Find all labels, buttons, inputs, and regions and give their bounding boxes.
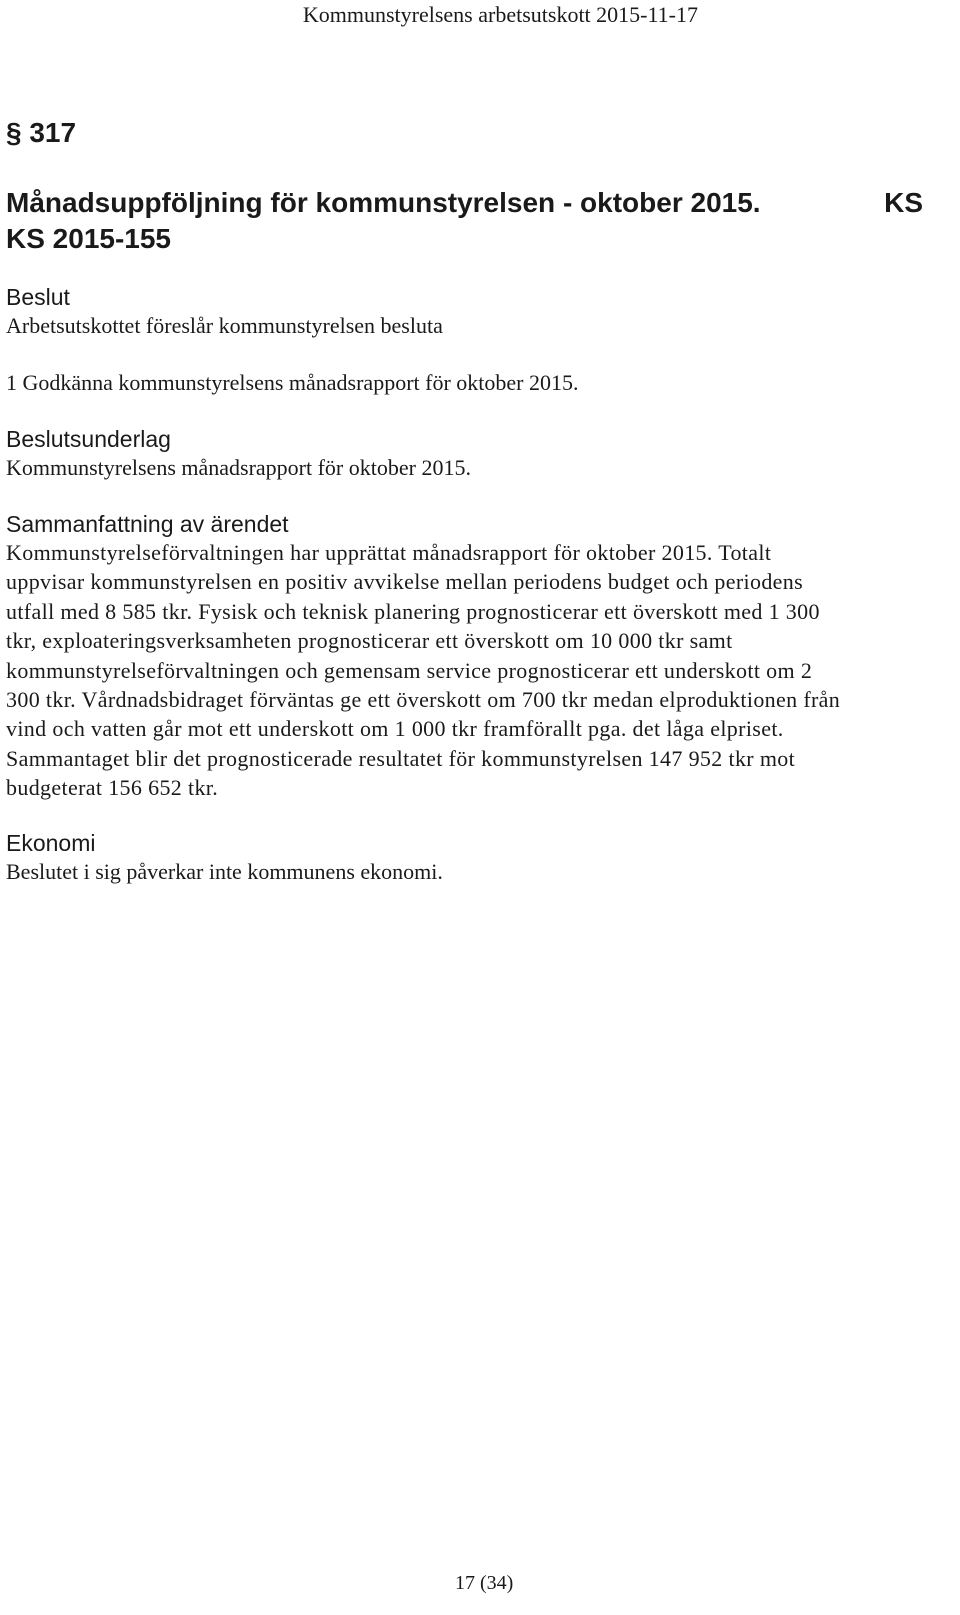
sammanfattning-heading: Sammanfattning av ärendet <box>6 511 289 537</box>
running-header: Kommunstyrelsens arbetsutskott 2015-11-17 <box>302 2 698 27</box>
ekonomi-heading: Ekonomi <box>6 830 96 856</box>
summary-line: vind och vatten går mot ett underskott om 1 000 tkr framförallt pga. det låga elpriset. <box>6 716 784 742</box>
summary-line: Kommunstyrelseförvaltningen har upprättat månadsrapport för oktober 2015. Totalt <box>6 540 772 565</box>
committee-code: KS <box>884 187 923 218</box>
summary-line: utfall med 8 585 tkr. Fysisk och teknisk planering prognosticerar ett överskott med 1 300 <box>6 598 820 624</box>
beslut-item: 1 Godkänna kommunstyrelsens månadsrapport för oktober 2015. <box>6 370 579 395</box>
beslutsunderlag-heading: Beslutsunderlag <box>6 426 171 452</box>
summary-line: budgeterat 156 652 tkr. <box>6 775 219 801</box>
item-title: Månadsuppföljning för kommunstyrelsen - oktober 2015. <box>6 187 761 218</box>
beslut-heading: Beslut <box>6 284 70 310</box>
summary-line: Sammantaget blir det prognosticerade resultatet för kommunstyrelsen 147 952 tkr mot <box>6 745 796 771</box>
ekonomi-text: Beslutet i sig påverkar inte kommunens ekonomi. <box>6 859 443 884</box>
beslut-intro: Arbetsutskottet föreslår kommunstyrelsen besluta <box>6 313 443 338</box>
paragraph-number: § 317 <box>6 117 77 148</box>
summary-line: 300 tkr. Vårdnadsbidraget förväntas ge ett överskott om 700 tkr medan elproduktionen från <box>6 687 841 713</box>
sammanfattning-body <box>6 538 936 803</box>
beslutsunderlag-text: Kommunstyrelsens månadsrapport för oktober 2015. <box>6 455 471 480</box>
page-number: 17 (34) <box>455 1572 514 1594</box>
case-number: KS 2015-155 <box>6 223 172 254</box>
summary-line: tkr, exploateringsverksamheten prognosticerar ett överskott om 10 000 tkr samt <box>6 628 733 654</box>
summary-line: uppvisar kommunstyrelsen en positiv avvikelse mellan periodens budget och periodens <box>6 569 804 595</box>
summary-line: kommunstyrelseförvaltningen och gemensam service prognosticerar ett underskott om 2 <box>6 657 813 683</box>
